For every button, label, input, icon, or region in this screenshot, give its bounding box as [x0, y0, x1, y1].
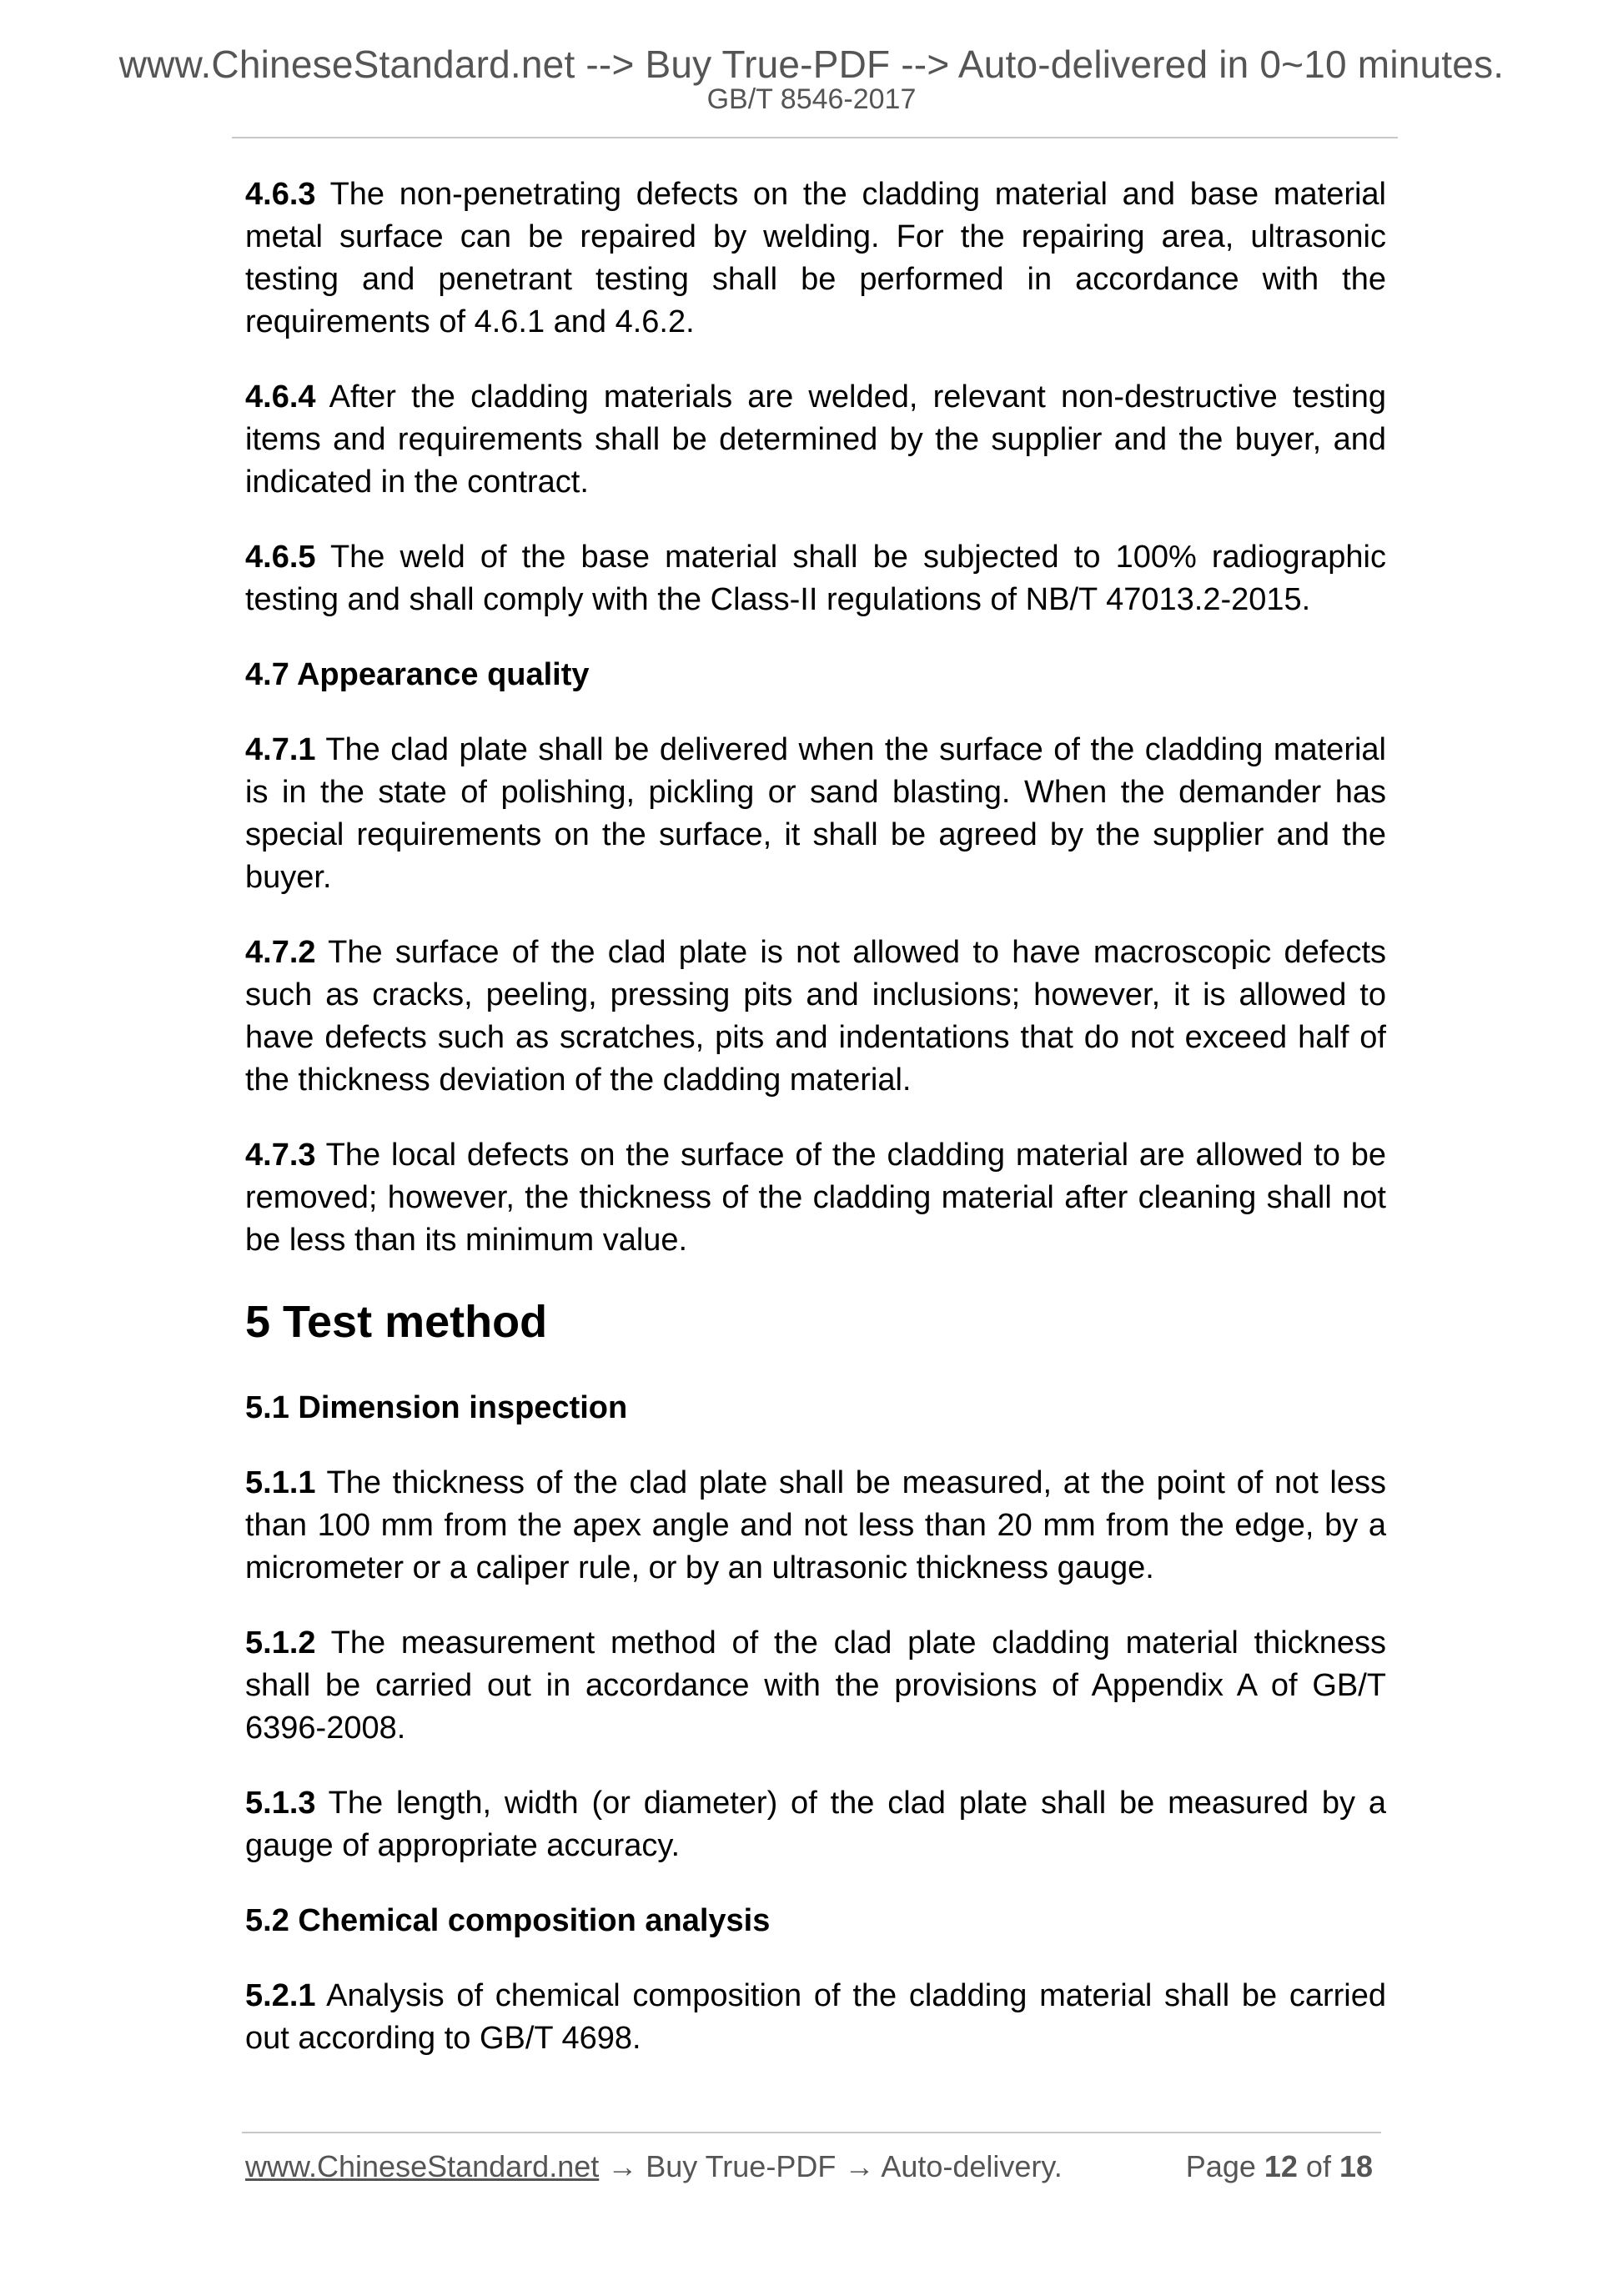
footer-divider [242, 2132, 1381, 2133]
heading-4-7: 4.7 Appearance quality [245, 657, 590, 692]
clause-text: The non-penetrating defects on the cladding material and base material metal surface can be repaired by welding. For the repairing area, ultrasonic testing and penetrant testing shall be performed in accordance with the requirements of 4.6.1 and 4.6.2. [245, 177, 1386, 339]
page-indicator [1186, 2149, 1373, 2184]
clause-4-7-3 [245, 1134, 1386, 1262]
of-label: of [1297, 2149, 1339, 2183]
document-code: GB/T 8546-2017 [706, 83, 917, 115]
page-label: Page [1185, 2149, 1264, 2183]
current-page-number: 12 [1264, 2149, 1298, 2183]
clause-text: The clad plate shall be delivered when the surface of the cladding material is in the state of polishing, pickling or sand blasting. When the demander has special requirements on the surface, it shall be agreed by the supplier and the buyer. [245, 732, 1386, 895]
clause-number: 4.7.3 [245, 1138, 316, 1173]
clause-text: After the cladding materials are welded, relevant non-destructive testing items and requirements shall be determined by the supplier and the buyer, and indicated in the contract. [245, 379, 1386, 500]
clause-text: The thickness of the clad plate shall be measured, at the point of not less than 100 mm from the apex angle and not less than 20 mm from the edge, by a micrometer or a caliper rule, or by an ultrasonic thickness gauge. [245, 1465, 1386, 1585]
header-divider [232, 137, 1398, 138]
total-pages: 18 [1339, 2149, 1373, 2183]
clause-number: 4.6.4 [245, 379, 316, 414]
clause-text: Analysis of chemical composition of the cladding material shall be carried out according to GB/T 4698. [245, 1978, 1386, 2056]
clause-5-2-1 [245, 1975, 1386, 2060]
clause-number: 4.7.1 [245, 732, 316, 767]
clause-number: 5.2.1 [245, 1978, 316, 2013]
clause-number: 4.7.2 [245, 935, 316, 970]
clause-text: The measurement method of the clad plate cladding material thickness shall be carried out in accordance with the provisions of Appendix A of GB/T 6396-2008. [245, 1625, 1386, 1746]
clause-number: 5.1.2 [245, 1625, 316, 1660]
clause-4-6-4 [245, 376, 1386, 504]
clause-text: The weld of the base material shall be subjected to 100% radiographic testing and shall comply with the Class-II regulations of NB/T 47013.2-2015. [245, 540, 1386, 617]
clause-5-1-1 [245, 1462, 1386, 1590]
clause-number: 5.1.3 [245, 1786, 316, 1821]
clause-text: The length, width (or diameter) of the clad plate shall be measured by a gauge of appropriate accuracy. [245, 1786, 1386, 1863]
footer-site-link[interactable]: www.ChineseStandard.net [245, 2149, 600, 2183]
top-banner: www.ChineseStandard.net --> Buy True-PDF --> Auto-delivered in 0~10 minutes. [118, 43, 1505, 86]
clause-5-1-3 [245, 1782, 1386, 1867]
footer-promo [245, 2149, 1063, 2184]
clause-number: 4.6.3 [245, 177, 316, 212]
clause-5-1-2 [245, 1622, 1386, 1750]
clause-number: 4.6.5 [245, 540, 316, 575]
heading-5-2: 5.2 Chemical composition analysis [245, 1903, 771, 1938]
clause-number: 5.1.1 [245, 1465, 316, 1500]
clause-4-7-1 [245, 729, 1386, 899]
page-body [245, 173, 1386, 2093]
page-footer [245, 2149, 1373, 2191]
clause-text: The surface of the clad plate is not allowed to have macroscopic defects such as cracks, peeling, pressing pits and inclusions; however, it is allowed to have defects such as scratches, pits and indentations that do not exceed half of the thickness deviation of the cladding material. [245, 935, 1386, 1098]
clause-4-6-3 [245, 173, 1386, 344]
clause-4-6-5 [245, 536, 1386, 621]
section-5-heading: 5 Test method [245, 1297, 548, 1347]
heading-5-1: 5.1 Dimension inspection [245, 1390, 628, 1425]
clause-text: The local defects on the surface of the cladding material are allowed to be removed; however, the thickness of the cladding material after cleaning shall not be less than its minimum value. [245, 1138, 1386, 1258]
clause-4-7-2 [245, 932, 1386, 1102]
footer-promo-text: → Buy True-PDF → Auto-delivery. [599, 2149, 1063, 2183]
